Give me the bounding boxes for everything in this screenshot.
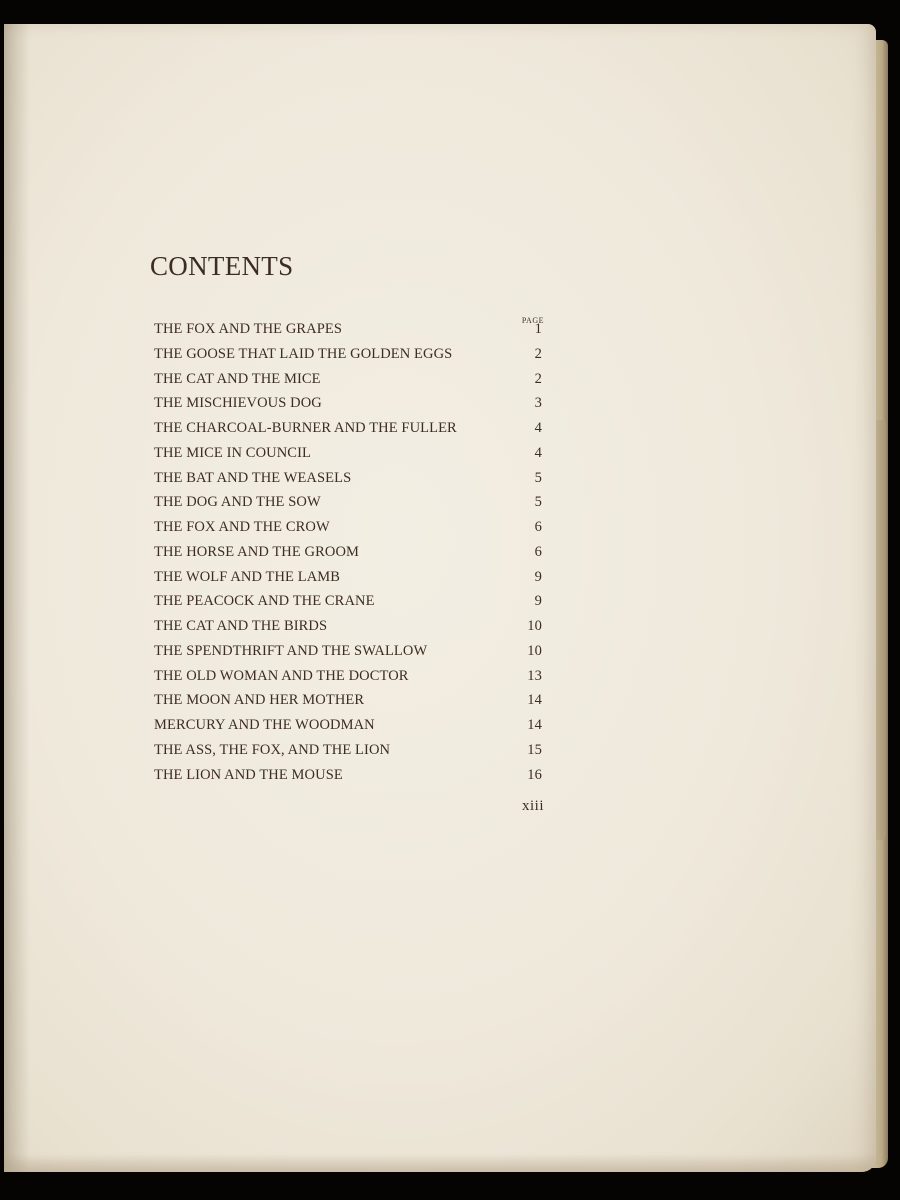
folio-page-number: xiii (521, 798, 544, 814)
contents-entry (154, 420, 546, 445)
entry-page-number: 5 (534, 494, 542, 511)
contents-entry (154, 692, 546, 717)
entry-page-number: 3 (534, 395, 542, 412)
entry-title: THE GOOSE THAT LAID THE GOLDEN EGGS (154, 345, 453, 362)
entry-title: THE CAT AND THE BIRDS (154, 618, 328, 634)
entry-page-number: 4 (534, 420, 542, 436)
entry-page-number: 16 (527, 766, 542, 783)
page-column-label: PAGE (521, 316, 544, 325)
entry-title: THE HORSE AND THE GROOM (154, 543, 360, 560)
entry-title: THE ASS, THE FOX, AND THE LION (154, 741, 391, 758)
entry-title: THE OLD WOMAN AND THE DOCTOR (154, 667, 409, 684)
contents-entry (154, 346, 546, 371)
entry-title: THE WOLF AND THE LAMB (154, 568, 341, 585)
contents-entry (154, 767, 546, 792)
page-gutter-shadow (4, 24, 30, 1172)
entry-title: THE FOX AND THE CROW (154, 519, 330, 535)
entry-page-number: 10 (527, 618, 542, 634)
entry-title: THE SPENDTHRIFT AND THE SWALLOW (154, 642, 428, 659)
contents-entry (154, 445, 546, 470)
contents-entry (154, 395, 546, 420)
entry-page-number: 1 (534, 321, 542, 337)
contents-entry (154, 618, 546, 643)
entry-page-number: 2 (534, 370, 542, 387)
entry-title: THE PEACOCK AND THE CRANE (154, 593, 375, 610)
entry-title: THE CAT AND THE MICE (154, 370, 321, 387)
entry-title: THE MOON AND HER MOTHER (154, 692, 365, 709)
contents-entry (154, 470, 546, 495)
contents-entry (154, 668, 546, 693)
entry-page-number: 14 (527, 692, 542, 709)
entry-title: THE LION AND THE MOUSE (154, 766, 343, 783)
entry-title: THE FOX AND THE GRAPES (154, 321, 343, 337)
entry-page-number: 2 (534, 345, 542, 362)
entry-page-number: 10 (527, 642, 542, 659)
entry-page-number: 13 (527, 667, 542, 684)
contents-entry (154, 569, 546, 594)
entry-title: THE CHARCOAL-BURNER AND THE FULLER (154, 420, 457, 436)
contents-entry (154, 519, 546, 544)
contents-entry (154, 371, 546, 396)
entry-page-number: 9 (534, 593, 542, 610)
entry-page-number: 9 (534, 568, 542, 585)
contents-heading: CONTENTS (150, 251, 294, 281)
entry-title: THE MICE IN COUNCIL (154, 444, 311, 461)
entry-title: THE BAT AND THE WEASELS (154, 469, 352, 486)
book-page (4, 24, 876, 1172)
entry-page-number: 6 (534, 519, 542, 535)
contents-list (154, 321, 546, 791)
contents-entry (154, 742, 546, 767)
entry-page-number: 4 (534, 444, 542, 461)
entry-title: MERCURY AND THE WOODMAN (154, 717, 375, 733)
entry-page-number: 14 (527, 717, 542, 733)
contents-entry (154, 321, 546, 346)
entry-title: THE MISCHIEVOUS DOG (154, 395, 322, 412)
contents-entry (154, 544, 546, 569)
contents-entry (154, 494, 546, 519)
contents-section (150, 246, 550, 814)
entry-page-number: 15 (527, 741, 542, 758)
contents-entry (154, 717, 546, 742)
entry-page-number: 5 (534, 469, 542, 486)
entry-page-number: 6 (534, 543, 542, 560)
entry-title: THE DOG AND THE SOW (154, 494, 321, 511)
contents-entry (154, 643, 546, 668)
contents-entry (154, 593, 546, 618)
page-bottom-edge (4, 1154, 876, 1172)
